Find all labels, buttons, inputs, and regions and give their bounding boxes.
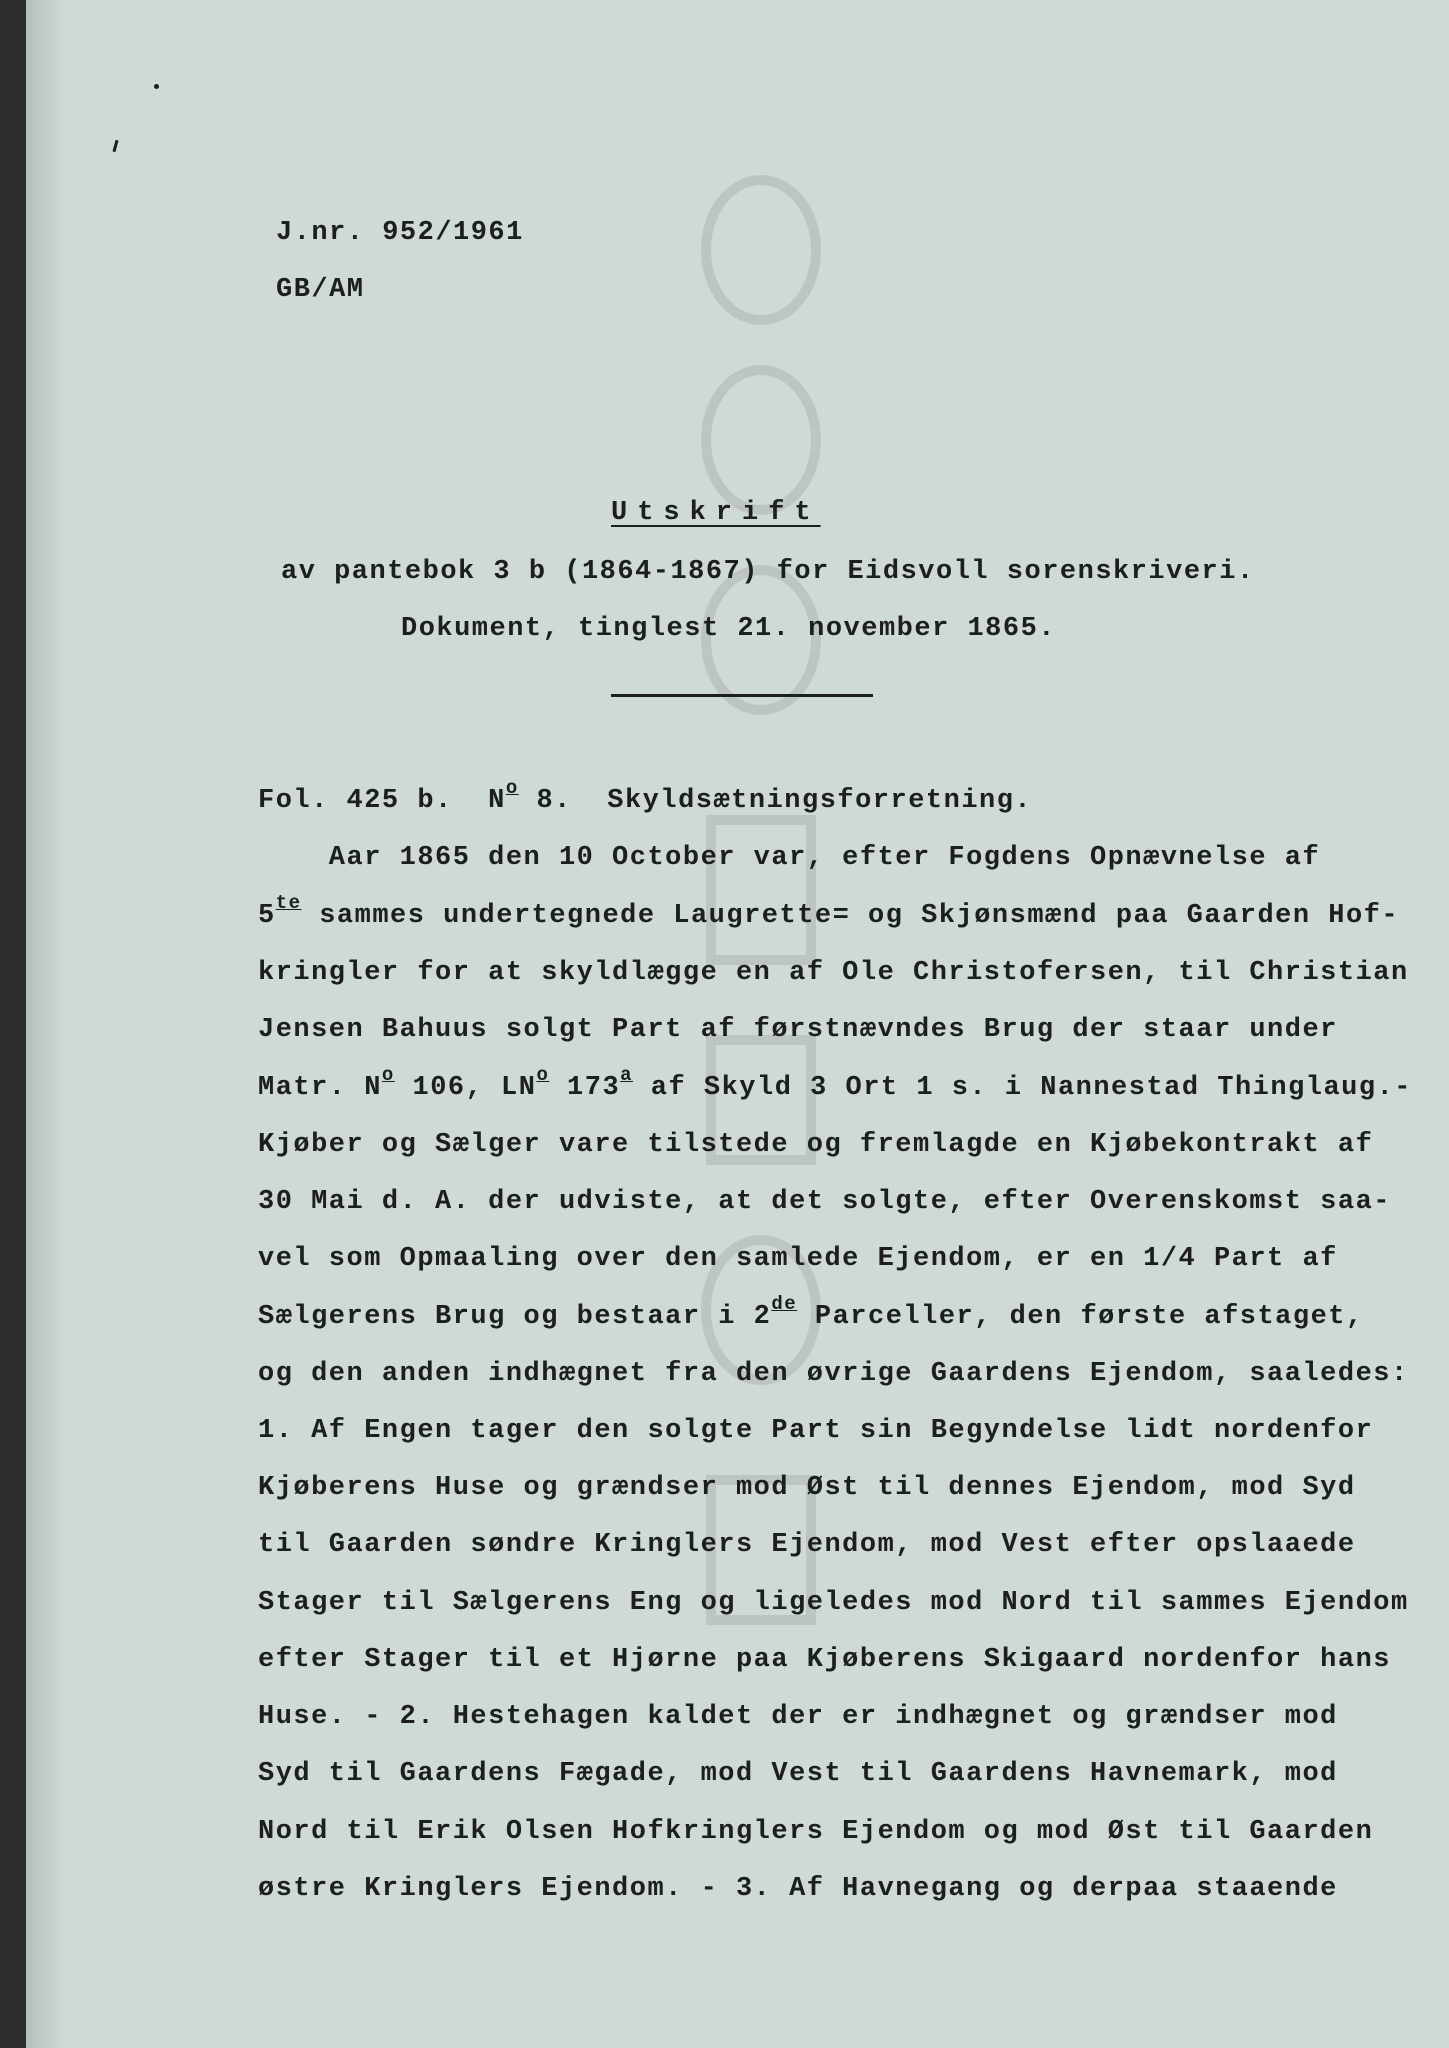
folio-heading [258,777,1033,816]
folio-heading-pre: Fol. 425 b. N [258,786,506,816]
folio-heading-post: 8. Skyldsætningsforretning. [518,786,1033,816]
folio-heading-sup: o [505,777,519,799]
body-line-9 [258,1293,1364,1332]
subtitle-pantebok: av pantebok 3 b (1864-1867) for Eidsvoll sorenskriveri. [281,557,1255,587]
body-line-8: vel som Opmaaling over den samlede Ejendom, er en 1/4 Part af [258,1244,1338,1274]
body-line-15: efter Stager til et Hjørne paa Kjøberens Skigaard nordenfor hans [258,1645,1391,1675]
body-line-5-a: Matr. N [258,1073,382,1103]
journal-number: J.nr. 952/1961 [276,218,524,248]
body-line-19: østre Kringlers Ejendom. - 3. Af Havnegang og derpaa staaende [258,1874,1338,1904]
subtitle-dokument: Dokument, tinglest 21. november 1865. [401,614,1056,644]
body-line-2-post: sammes undertegnede Laugrette= og Skjønsmænd paa Gaarden Hof- [301,901,1400,931]
body-line-4: Jensen Bahuus solgt Part af førstnævndes Brug der staar under [258,1015,1338,1045]
document-page [26,0,1449,2048]
body-line-5-d: af Skyld 3 Ort 1 s. i Nannestad Thinglaug.- [633,1073,1412,1103]
body-line-9-sup: de [771,1293,798,1315]
body-line-12: Kjøberens Huse og grændser mod Øst til dennes Ejendom, mod Syd [258,1473,1356,1503]
body-line-5-s2: o [536,1064,550,1086]
body-line-9-post: Parceller, den første afstaget, [797,1302,1364,1332]
body-line-2 [258,892,1400,931]
body-line-9-pre: Sælgerens Brug og bestaar i 2 [258,1302,772,1332]
body-line-6: Kjøber og Sælger vare tilstede og fremlagde en Kjøbekontrakt af [258,1130,1374,1160]
body-line-13: til Gaarden søndre Kringlers Ejendom, mod Vest efter opslaaede [258,1530,1356,1560]
body-line-16: Huse. - 2. Hestehagen kaldet der er indhægnet og grændser mod [258,1702,1338,1732]
body-line-5 [258,1064,1412,1103]
body-line-5-s1: o [381,1064,395,1086]
separator-rule [611,694,873,697]
body-line-2-pre: 5 [258,901,276,931]
body-line-18: Nord til Erik Olsen Hofkringlers Ejendom og mod Øst til Gaarden [258,1817,1374,1847]
ink-dot [154,84,159,89]
body-line-10: og den anden indhægnet fra den øvrige Gaardens Ejendom, saaledes: [258,1359,1409,1389]
body-line-1: Aar 1865 den 10 October var, efter Fogdens Opnævnelse af [258,843,1321,873]
body-line-17: Syd til Gaardens Fægade, mod Vest til Gaardens Havnemark, mod [258,1759,1338,1789]
body-line-11: 1. Af Engen tager den solgte Part sin Begyndelse lidt nordenfor [258,1416,1374,1446]
body-line-3: kringler for at skyldlægge en af Ole Christofersen, til Christian [258,958,1409,988]
body-line-5-b: 106, LN [394,1073,537,1103]
ink-tick [112,140,118,152]
document-title: Utskrift [611,498,821,528]
body-line-7: 30 Mai d. A. der udviste, at det solgte, efter Overenskomst saa- [258,1187,1391,1217]
body-line-5-c: 173 [549,1073,621,1103]
initials: GB/AM [276,275,365,305]
body-line-14: Stager til Sælgerens Eng og ligeledes mod Nord til sammes Ejendom [258,1588,1409,1618]
body-line-5-s3: a [620,1064,634,1086]
body-line-2-sup: te [275,892,302,914]
